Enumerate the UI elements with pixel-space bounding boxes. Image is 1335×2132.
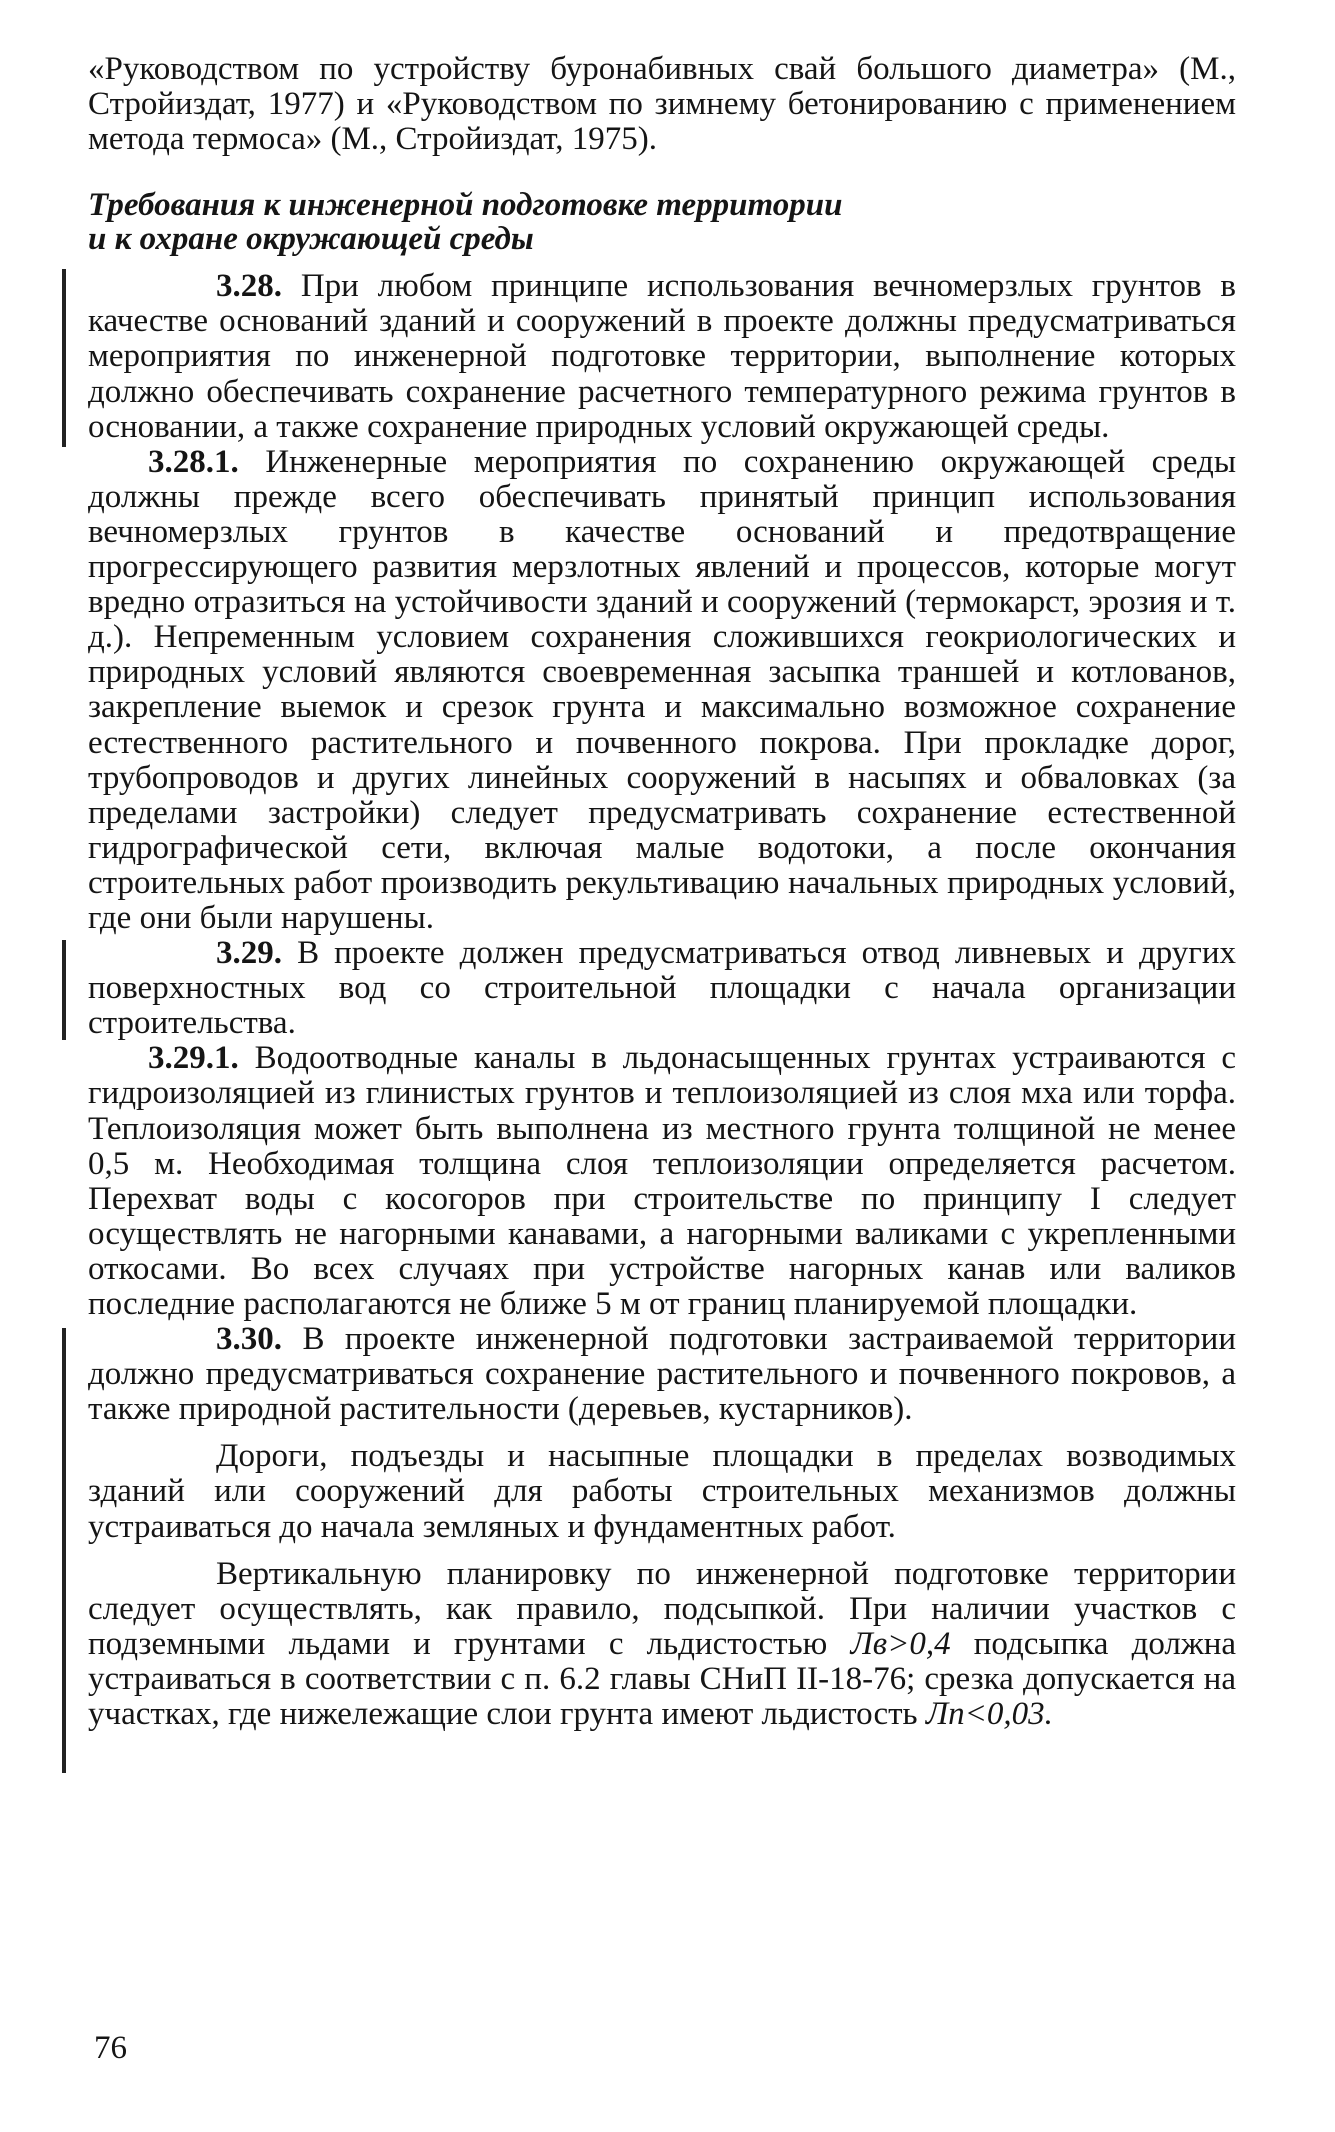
- clause-number: 3.29.: [216, 935, 282, 972]
- clause-number: 3.28.1.: [148, 443, 239, 480]
- clause-number: 3.30.: [216, 1321, 282, 1358]
- document-page: [88, 52, 1236, 1732]
- clause-3-28-block: [88, 269, 1236, 444]
- section-heading: [88, 188, 1236, 256]
- revision-bar: [62, 1328, 66, 1773]
- clause-number: 3.28.: [216, 268, 282, 305]
- section-heading-line-1: Требования к инженерной подготовке территории: [88, 187, 843, 224]
- clause-text: Водоотводные каналы в льдонасыщенных грунтах устраиваются с гидроизоляцией из глинистых грунтов и теплоизоляцией из слоя мха или торфа. Теплоизоляция может быть выполнена из местного грунта толщиной не менее 0,5 м. Необходимая толщина слоя теплоизоляции определяется расчетом. Перехват воды с косогоров при строительстве по принципу I следует осуществлять не нагорными канавами, а нагорными валиками с укрепленными откосами. Во всех случаях при устройстве нагорных канав или валиков последние располагаются не ближе 5 м от границ планируемой площадки.: [88, 1040, 1237, 1322]
- clause-text: Вертикальную планировку по инженерной подготовке территории следует осуществлять, как правило, подсыпкой. При наличии участков с подземными льдами и грунтами с льдистостью: [88, 1555, 1236, 1662]
- page-number: 76: [94, 2030, 127, 2066]
- clause-3-30: [88, 1322, 1236, 1427]
- revision-bar: [62, 940, 66, 1040]
- clause-text: Инженерные мероприятия по сохранению окружающей среды должны прежде всего обеспечивать принятый принцип использования вечномерзлых грунтов в качестве оснований и предотвращение прогрессирующего развития мерзлотных явлений и процессов, которые могут вредно отразиться на устойчивости зданий и сооружений (термокарст, эрозия и т. д.). Непременным условием сохранения сложившихся геокриологических и природных условий являются своевременная засыпка траншей и котлованов, закрепление выемок и срезок грунта и максимально возможное сохранение естественного растительного и почвенного покрова. При прокладке дорог, трубопроводов и других линейных сооружений в насыпях и обваловках (за пределами застройки) следует предусматривать сохранение естественной гидрографической сети, включая малые водотоки, а после окончания строительных работ производить рекультивацию начальных природных условий, где они были нарушены.: [88, 443, 1236, 936]
- clause-3-29-1: [88, 1041, 1236, 1322]
- clause-3-30-block: [88, 1322, 1236, 1732]
- clause-3-29: [88, 936, 1236, 1041]
- clause-number: 3.29.1.: [148, 1040, 239, 1077]
- ice-content-symbol: Лп<0,03.: [925, 1696, 1053, 1733]
- clause-3-28-1: [88, 445, 1236, 936]
- clause-3-28: [88, 269, 1236, 444]
- clause-3-29-block: [88, 936, 1236, 1041]
- clause-text: При любом принципе использования вечномерзлых грунтов в качестве оснований зданий и сооружений в проекте должны предусматриваться мероприятия по инженерной подготовке территории, выполнение которых должно обеспечивать сохранение расчетного температурного режима грунтов в основании, а также сохранение природных условий окружающей среды.: [88, 268, 1236, 445]
- section-heading-line-2: и к охране окружающей среды: [88, 221, 534, 258]
- clause-text: В проекте инженерной подготовки застраиваемой территории должно предусматриваться сохранение растительного и почвенного покровов, а также природной растительности (деревьев, кустарников).: [88, 1321, 1236, 1428]
- intro-paragraph: «Руководством по устройству буронабивных свай большого диаметра» (М., Стройиздат, 1977) и «Руководством по зимнему бетонированию с применением метода термоса» (М., Стройиздат, 1975).: [88, 51, 1236, 158]
- clause-3-30-paragraph-3: [88, 1557, 1236, 1732]
- revision-bar: [62, 269, 66, 447]
- clause-text: подсыпка должна устраиваться в соответствии с п. 6.2 главы СНиП II-18-76; срезка допускается на участках, где нижележащие слои грунта имеют льдистость: [88, 1625, 1236, 1733]
- clause-3-30-paragraph-2: Дороги, подъезды и насыпные площадки в пределах возводимых зданий или сооружений для работы строительных механизмов должны устраиваться до начала земляных и фундаментных работ.: [88, 1438, 1236, 1545]
- ice-content-symbol: Лв>0,4: [850, 1625, 951, 1662]
- clause-text: В проекте должен предусматриваться отвод ливневых и других поверхностных вод со строительной площадки с начала организации строительства.: [88, 935, 1236, 1042]
